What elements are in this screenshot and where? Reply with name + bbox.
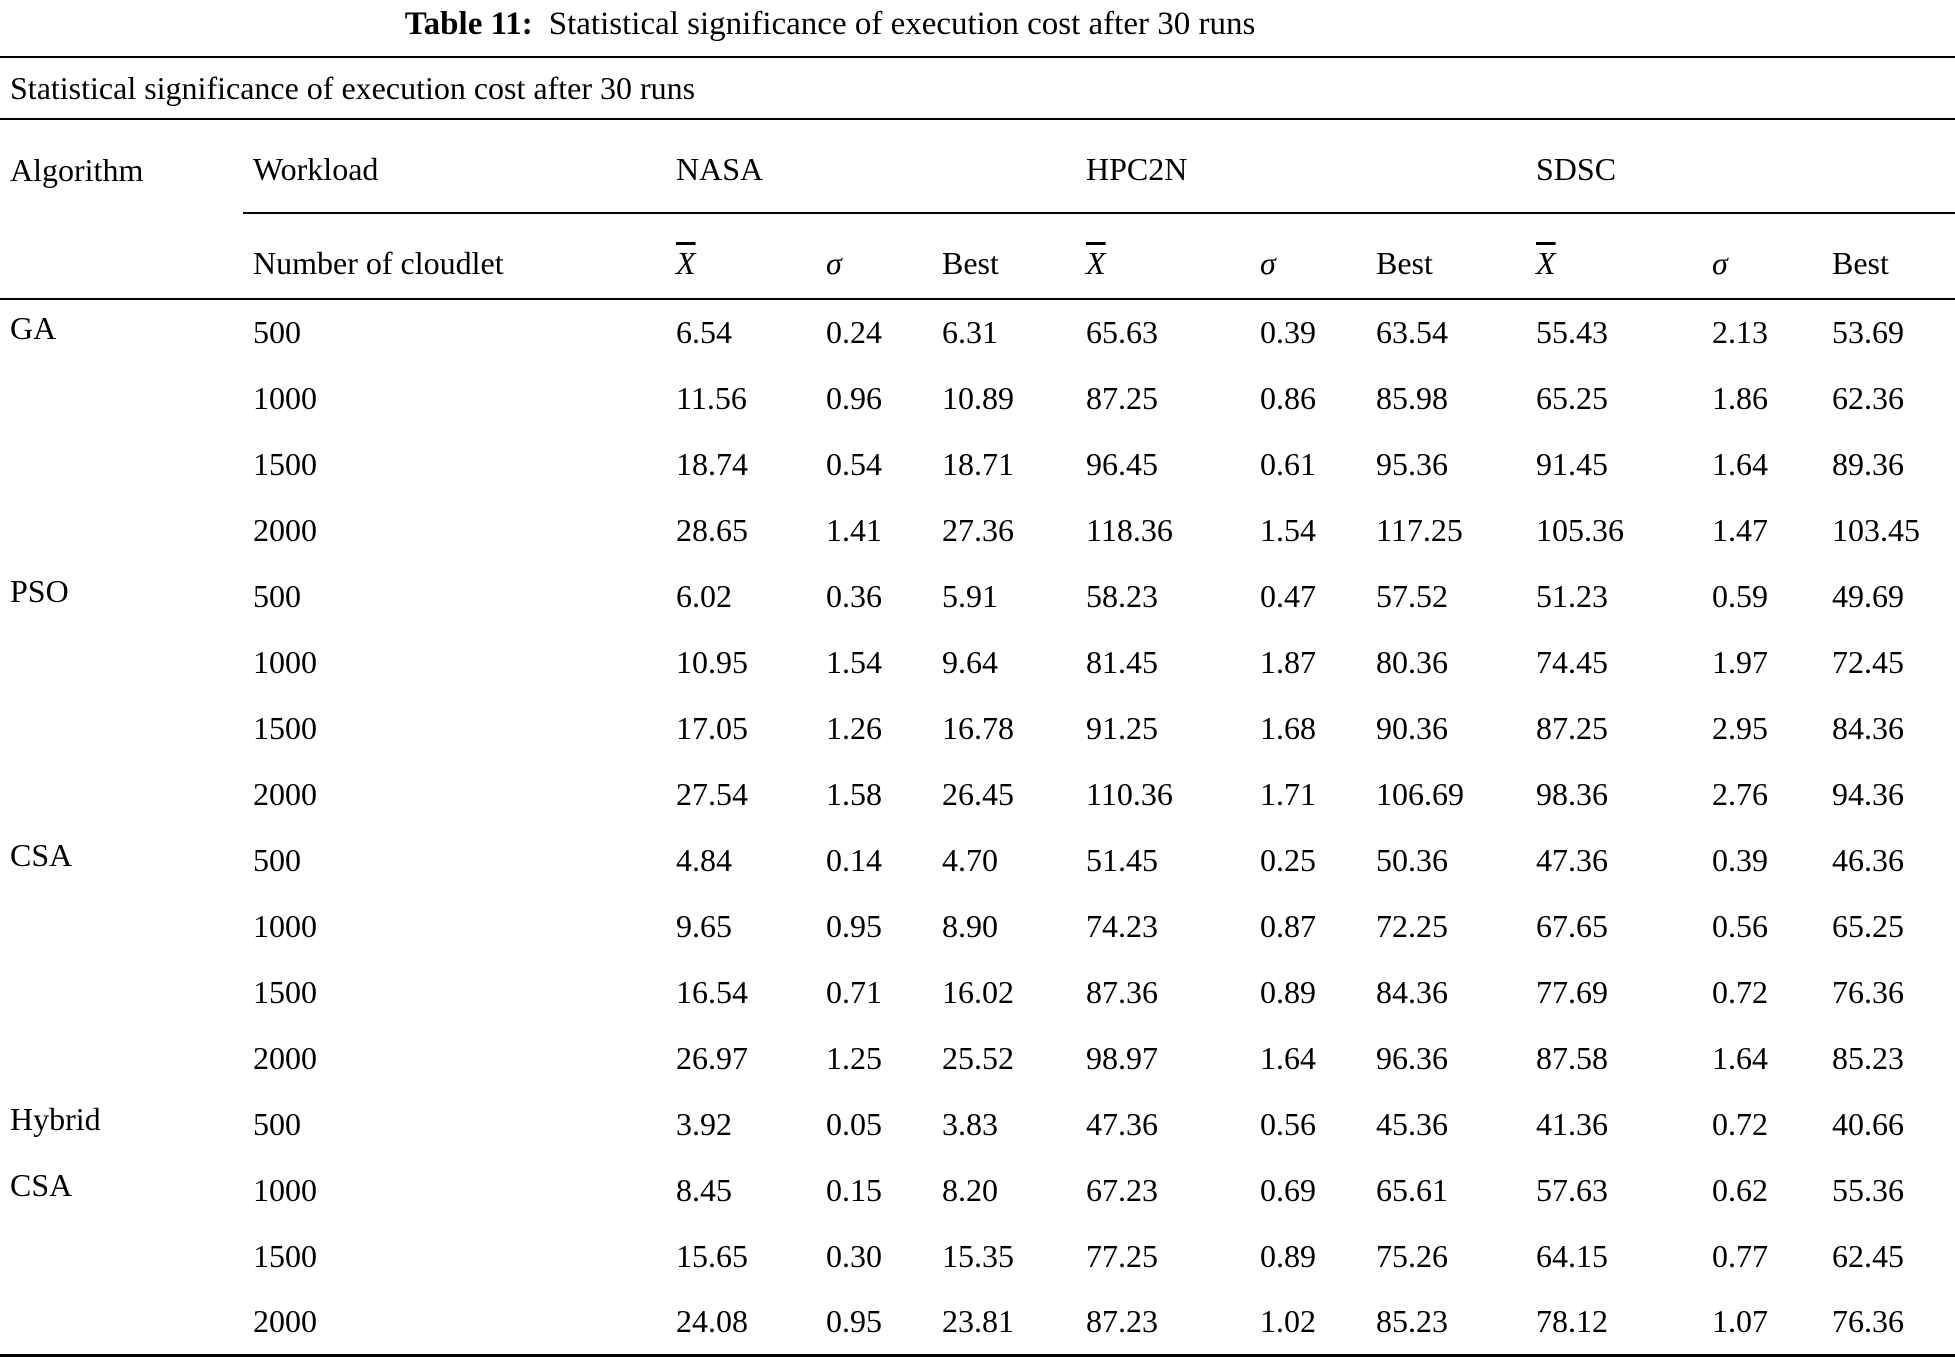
value-cell: 0.62 [1712, 1171, 1768, 1208]
value-cell: 16.02 [942, 973, 1014, 1010]
value-cell: 23.81 [942, 1302, 1014, 1339]
value-cell: 106.69 [1376, 775, 1464, 812]
workload-cell: 1500 [253, 709, 317, 746]
value-cell: 84.36 [1376, 973, 1448, 1010]
header-dataset-sdsc: SDSC [1532, 119, 1955, 213]
value-cell: 15.35 [942, 1237, 1014, 1274]
value-cell: 6.02 [676, 577, 732, 614]
value-cell: 95.36 [1376, 445, 1448, 482]
value-cell: 118.36 [1086, 511, 1173, 548]
table-row [0, 1157, 1955, 1223]
value-cell: 1.64 [1260, 1039, 1316, 1076]
value-cell: 77.69 [1536, 973, 1608, 1010]
value-cell: 9.65 [676, 907, 732, 944]
value-cell: 0.25 [1260, 841, 1316, 878]
value-cell: 0.56 [1260, 1105, 1316, 1142]
value-cell: 6.54 [676, 314, 732, 350]
value-cell: 28.65 [676, 511, 748, 548]
workload-cell: 2000 [253, 511, 317, 548]
value-cell: 55.43 [1536, 314, 1608, 350]
algorithm-cell [0, 1223, 243, 1289]
value-cell: 64.15 [1536, 1237, 1608, 1274]
value-cell: 11.56 [676, 379, 747, 416]
header-mean-hpc2n: $\overline{X}$ [1082, 213, 1256, 299]
header-mean-sdsc: $\overline{X}$ [1532, 213, 1708, 299]
workload-cell: 1000 [253, 379, 317, 416]
value-cell: 49.69 [1832, 577, 1904, 614]
value-cell: 63.54 [1376, 314, 1448, 350]
value-cell: 0.77 [1712, 1237, 1768, 1274]
value-cell: 87.25 [1536, 709, 1608, 746]
value-cell: 0.95 [826, 1302, 882, 1339]
value-cell: 40.66 [1832, 1105, 1904, 1142]
value-cell: 47.36 [1086, 1105, 1158, 1142]
value-cell: 0.71 [826, 973, 882, 1010]
table-row [0, 959, 1955, 1025]
workload-cell: 2000 [253, 775, 317, 812]
table-row [0, 827, 1955, 893]
value-cell: 17.05 [676, 709, 748, 746]
header-workload: Workload [243, 119, 672, 213]
header-cloudlet: Number of cloudlet [243, 213, 672, 299]
value-cell: 18.74 [676, 445, 748, 482]
value-cell: 1.58 [826, 775, 882, 812]
algorithm-cell [0, 497, 243, 563]
value-cell: 1.47 [1712, 511, 1768, 548]
value-cell: 81.45 [1086, 643, 1158, 680]
value-cell: 1.54 [826, 643, 882, 680]
value-cell: 0.61 [1260, 445, 1316, 482]
value-cell: 1.64 [1712, 445, 1768, 482]
value-cell: 110.36 [1086, 775, 1173, 812]
value-cell: 85.23 [1376, 1302, 1448, 1339]
header-sigma-sdsc: σ [1708, 213, 1828, 299]
value-cell: 0.05 [826, 1105, 882, 1142]
value-cell: 4.84 [676, 841, 732, 878]
value-cell: 1.87 [1260, 643, 1316, 680]
value-cell: 0.54 [826, 445, 882, 482]
header-dataset-nasa: NASA [672, 119, 1082, 213]
header-best-hpc2n: Best [1372, 213, 1532, 299]
value-cell: 57.63 [1536, 1171, 1608, 1208]
value-cell: 75.26 [1376, 1237, 1448, 1274]
value-cell: 1.41 [826, 511, 882, 548]
value-cell: 65.63 [1086, 314, 1158, 350]
workload-cell: 1500 [253, 1237, 317, 1274]
value-cell: 27.54 [676, 775, 748, 812]
value-cell: 15.65 [676, 1237, 748, 1274]
value-cell: 0.72 [1712, 973, 1768, 1010]
table-row [0, 1025, 1955, 1091]
value-cell: 53.69 [1832, 314, 1904, 350]
value-cell: 91.25 [1086, 709, 1158, 746]
workload-cell: 2000 [253, 1302, 317, 1339]
value-cell: 1.54 [1260, 511, 1316, 548]
value-cell: 0.30 [826, 1237, 882, 1274]
algorithm-cell [0, 431, 243, 497]
value-cell: 8.45 [676, 1171, 732, 1208]
value-cell: 46.36 [1832, 841, 1904, 878]
value-cell: 10.89 [942, 379, 1014, 416]
value-cell: 85.23 [1832, 1039, 1904, 1076]
value-cell: 1.86 [1712, 379, 1768, 416]
value-cell: 1.64 [1712, 1039, 1768, 1076]
value-cell: 26.45 [942, 775, 1014, 812]
value-cell: 18.71 [942, 445, 1014, 482]
value-cell: 5.91 [942, 577, 998, 614]
value-cell: 0.72 [1712, 1105, 1768, 1142]
value-cell: 98.36 [1536, 775, 1608, 812]
algorithm-cell [0, 695, 243, 761]
value-cell: 0.14 [826, 841, 882, 878]
workload-cell: 500 [253, 577, 301, 614]
value-cell: 105.36 [1536, 511, 1624, 548]
value-cell: 8.90 [942, 907, 998, 944]
value-cell: 1.71 [1260, 775, 1316, 812]
value-cell: 84.36 [1832, 709, 1904, 746]
value-cell: 0.59 [1712, 577, 1768, 614]
value-cell: 0.39 [1260, 314, 1316, 350]
value-cell: 74.45 [1536, 643, 1608, 680]
table-body [0, 299, 1955, 1355]
value-cell: 1.07 [1712, 1302, 1768, 1339]
value-cell: 91.45 [1536, 445, 1608, 482]
workload-cell: 1000 [253, 643, 317, 680]
group-header-row [0, 119, 1955, 213]
table-row [0, 629, 1955, 695]
value-cell: 90.36 [1376, 709, 1448, 746]
value-cell: 0.56 [1712, 907, 1768, 944]
value-cell: 0.39 [1712, 841, 1768, 878]
value-cell: 67.65 [1536, 907, 1608, 944]
value-cell: 51.45 [1086, 841, 1158, 878]
value-cell: 0.15 [826, 1171, 882, 1208]
value-cell: 50.36 [1376, 841, 1448, 878]
subtitle-row [0, 57, 1955, 119]
header-sigma-nasa: σ [822, 213, 938, 299]
value-cell: 10.95 [676, 643, 748, 680]
value-cell: 9.64 [942, 643, 998, 680]
workload-cell: 1500 [253, 445, 317, 482]
value-cell: 76.36 [1832, 973, 1904, 1010]
header-sigma-hpc2n: σ [1256, 213, 1372, 299]
header-dataset-hpc2n: HPC2N [1082, 119, 1532, 213]
value-cell: 27.36 [942, 511, 1014, 548]
value-cell: 80.36 [1376, 643, 1448, 680]
value-cell: 87.23 [1086, 1302, 1158, 1339]
value-cell: 0.95 [826, 907, 882, 944]
value-cell: 4.70 [942, 841, 998, 878]
value-cell: 0.36 [826, 577, 882, 614]
value-cell: 25.52 [942, 1039, 1014, 1076]
value-cell: 77.25 [1086, 1237, 1158, 1274]
value-cell: 98.97 [1086, 1039, 1158, 1076]
workload-cell: 1000 [253, 1171, 317, 1208]
value-cell: 87.25 [1086, 379, 1158, 416]
value-cell: 8.20 [942, 1171, 998, 1208]
table-caption [0, 0, 1660, 56]
value-cell: 117.25 [1376, 511, 1463, 548]
value-cell: 26.97 [676, 1039, 748, 1076]
workload-cell: 500 [253, 841, 301, 878]
value-cell: 1.25 [826, 1039, 882, 1076]
value-cell: 45.36 [1376, 1105, 1448, 1142]
value-cell: 65.61 [1376, 1171, 1448, 1208]
value-cell: 47.36 [1536, 841, 1608, 878]
value-cell: 0.87 [1260, 907, 1316, 944]
algorithm-cell: PSO [10, 573, 69, 609]
value-cell: 0.89 [1260, 973, 1316, 1010]
value-cell: 0.89 [1260, 1237, 1316, 1274]
header-empty [0, 213, 243, 299]
value-cell: 41.36 [1536, 1105, 1608, 1142]
value-cell: 0.96 [826, 379, 882, 416]
header-best-nasa: Best [938, 213, 1082, 299]
table-row [0, 695, 1955, 761]
value-cell: 85.98 [1376, 379, 1448, 416]
algorithm-cell [0, 629, 243, 695]
workload-cell: 500 [253, 314, 301, 350]
value-cell: 78.12 [1536, 1302, 1608, 1339]
table-row [0, 497, 1955, 563]
value-cell: 51.23 [1536, 577, 1608, 614]
value-cell: 62.36 [1832, 379, 1904, 416]
value-cell: 76.36 [1832, 1302, 1904, 1339]
table-row [0, 563, 1955, 629]
value-cell: 1.26 [826, 709, 882, 746]
value-cell: 57.52 [1376, 577, 1448, 614]
algorithm-cell [0, 1025, 243, 1091]
value-cell: 55.36 [1832, 1171, 1904, 1208]
value-cell: 96.45 [1086, 445, 1158, 482]
value-cell: 103.45 [1832, 511, 1920, 548]
table-row [0, 1223, 1955, 1289]
header-mean-nasa: $\overline{X}$ [672, 213, 822, 299]
value-cell: 0.69 [1260, 1171, 1316, 1208]
value-cell: 16.54 [676, 973, 748, 1010]
algorithm-cell [0, 959, 243, 1025]
value-cell: 89.36 [1832, 445, 1904, 482]
caption-text: Statistical significance of execution cost after 30 runs [548, 6, 1256, 42]
table-row [0, 761, 1955, 827]
algorithm-cell: GA [10, 310, 57, 346]
header-best-sdsc: Best [1828, 213, 1955, 299]
value-cell: 65.25 [1832, 907, 1904, 944]
value-cell: 3.83 [942, 1105, 998, 1142]
value-cell: 2.95 [1712, 709, 1768, 746]
value-cell: 1.97 [1712, 643, 1768, 680]
value-cell: 3.92 [676, 1105, 732, 1142]
value-cell: 2.76 [1712, 775, 1768, 812]
value-cell: 6.31 [942, 314, 998, 350]
value-cell: 94.36 [1832, 775, 1904, 812]
workload-cell: 1500 [253, 973, 317, 1010]
value-cell: 0.86 [1260, 379, 1316, 416]
value-cell: 96.36 [1376, 1039, 1448, 1076]
header-algorithm: Algorithm [10, 152, 144, 188]
metric-header-row [0, 213, 1955, 299]
value-cell: 2.13 [1712, 314, 1768, 350]
value-cell: 0.24 [826, 314, 882, 350]
algorithm-cell [0, 761, 243, 827]
value-cell: 0.47 [1260, 577, 1316, 614]
table-row [0, 1289, 1955, 1355]
workload-cell: 500 [253, 1105, 301, 1142]
value-cell: 65.25 [1536, 379, 1608, 416]
value-cell: 74.23 [1086, 907, 1158, 944]
value-cell: 87.36 [1086, 973, 1158, 1010]
table-row [0, 365, 1955, 431]
value-cell: 67.23 [1086, 1171, 1158, 1208]
value-cell: 58.23 [1086, 577, 1158, 614]
value-cell: 1.68 [1260, 709, 1316, 746]
workload-cell: 2000 [253, 1039, 317, 1076]
algorithm-cell [0, 1289, 243, 1355]
table-row [0, 431, 1955, 497]
algorithm-cell: CSA [10, 1167, 73, 1203]
results-table [0, 56, 1955, 1357]
value-cell: 16.78 [942, 709, 1014, 746]
table-subtitle: Statistical significance of execution cost after 30 runs [0, 57, 1955, 119]
workload-cell: 1000 [253, 907, 317, 944]
algorithm-cell: CSA [10, 837, 73, 873]
table-row [0, 893, 1955, 959]
value-cell: 72.25 [1376, 907, 1448, 944]
value-cell: 1.02 [1260, 1302, 1316, 1339]
value-cell: 87.58 [1536, 1039, 1608, 1076]
value-cell: 72.45 [1832, 643, 1904, 680]
table-row [0, 1091, 1955, 1157]
value-cell: 24.08 [676, 1302, 748, 1339]
algorithm-cell: Hybrid [10, 1101, 101, 1137]
algorithm-cell [0, 365, 243, 431]
caption-label: Table 11: [404, 6, 533, 42]
value-cell: 62.45 [1832, 1237, 1904, 1274]
table-row [0, 299, 1955, 365]
algorithm-cell [0, 893, 243, 959]
